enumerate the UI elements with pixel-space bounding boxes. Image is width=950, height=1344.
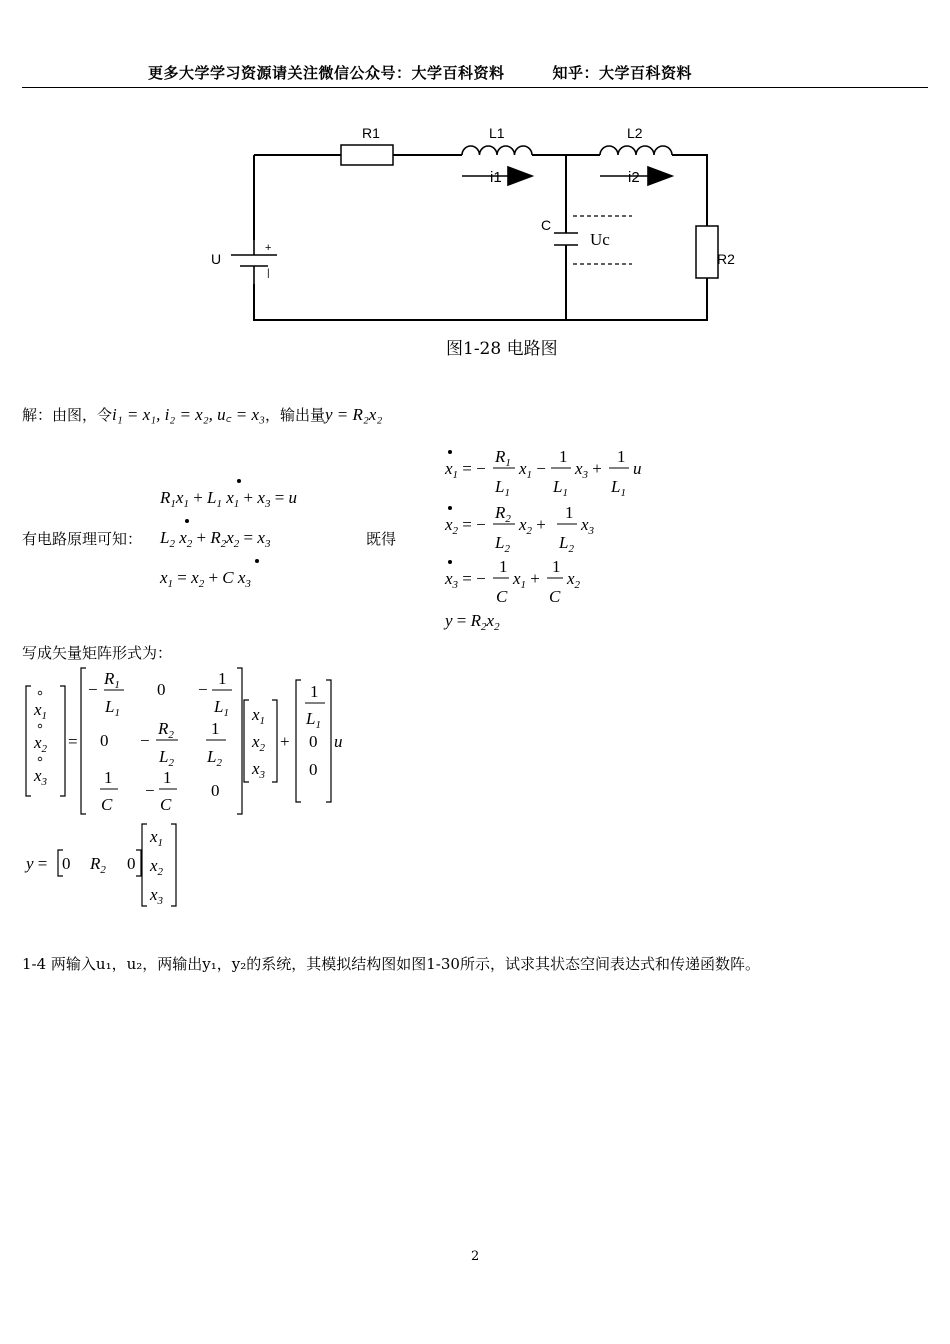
inductor-l1 [462, 146, 532, 155]
svg-text:x2: $x_2$ [567, 569, 581, 591]
svg-text:C: C [496, 587, 508, 606]
svg-text:R1: $R_1$ [495, 447, 511, 469]
svg-text:1: 1 [104, 768, 113, 787]
problem-statement: 1-4 两输入u₁，u₂，两输出y₁，y₂的系统，其模拟结构图如图1-30所示，试求其状态空间表达式和传递函数阵。 [22, 955, 760, 973]
svg-text:0: 0 [309, 760, 318, 779]
svg-text:R2: $R_2$ [495, 503, 511, 525]
svg-text:0: 0 [211, 781, 220, 800]
header-left-text: 更多大学学习资源请关注微信公众号：大学百科资料 [148, 64, 505, 82]
svg-text:x2 +: $x_2$ + [519, 515, 546, 537]
current-arrow-i1 [508, 167, 532, 185]
svg-text:0: 0 [157, 680, 166, 699]
svg-text:x1: $x_1$ [252, 705, 266, 727]
svg-text:0: 0 [100, 731, 109, 750]
svg-text:C: C [101, 795, 113, 814]
svg-text:u: u [334, 732, 343, 751]
current-arrow-i2 [648, 167, 672, 185]
svg-text:x1 +: $x_1$ + [513, 569, 540, 591]
output-label: ，输出量 [264, 406, 325, 424]
svg-text:x2: $x_2$ [34, 733, 48, 755]
label-c: C [541, 217, 552, 233]
svg-text:y =: y = [26, 854, 48, 873]
svg-text:R2: $R_2$ [90, 854, 106, 876]
intro-vars: i₁ = x₁, i₂ = x₂, u꜀ = x₃ [112, 405, 265, 424]
svg-text:x3: $x_3$ [252, 759, 266, 781]
resistor-r1 [341, 145, 393, 165]
svg-text:R1: $R_1$ [104, 669, 120, 691]
output-equation [20, 820, 190, 912]
inductor-l2 [600, 146, 672, 155]
svg-text:1: 1 [499, 557, 508, 576]
svg-text:y = R2x2: $y = R_2x_2$ [445, 611, 500, 633]
svg-text:L2: $L_2$ [559, 533, 574, 555]
svg-text:−: − [145, 781, 155, 800]
svg-text:x3: $x_3$ [34, 766, 48, 788]
svg-text:1: 1 [552, 557, 561, 576]
svg-text:x3 +: $x_3$ + [575, 459, 602, 481]
svg-text:L1: $L_1$ [306, 709, 321, 731]
output-eq: y = R₂x₂ [324, 405, 383, 424]
svg-text:x2: $x_2$ [150, 856, 164, 878]
svg-text:R2: $R_2$ [158, 719, 174, 741]
svg-text:L2 x2 + R2x2 = x3: $L_2$ $x_2 + R_2x_2 = x_3$ [160, 528, 271, 550]
label-r1: R1 [362, 125, 380, 141]
svg-text:L2: $L_2$ [207, 747, 222, 769]
label-u: U [211, 251, 222, 267]
svg-text:R1x1 + L1 x1 + x3 = u: $R_1x_1 + L_1$ $x_1 + x_3 = u$ [160, 488, 298, 510]
solution-intro [22, 402, 382, 425]
circuit-equations [150, 470, 330, 595]
svg-text:x1 −: $x_1$ − [519, 459, 546, 481]
svg-text:x1: $x_1$ [34, 700, 48, 722]
svg-text:C: C [160, 795, 172, 814]
figure-caption: 图1-28 电路图 [446, 339, 558, 359]
resistor-r2 [696, 226, 718, 278]
header-right-text: 知乎：大学百科资料 [552, 64, 693, 82]
label-l2: L2 [627, 125, 643, 141]
vector-form-label: 写成矢量矩阵形式为： [22, 644, 173, 662]
label-l1: L1 [489, 125, 505, 141]
svg-text:u: u [633, 459, 642, 478]
svg-text:x1 = x2 + C x3: $x_1 = x_2 + C$ $x_3$ [160, 568, 251, 590]
svg-text:x3: $x_3$ [581, 515, 595, 537]
svg-text:x3: $x_3$ [150, 885, 164, 907]
svg-text:=: = [68, 732, 78, 751]
svg-text:x2: $x_2$ [252, 732, 266, 754]
svg-text:x2 = −: $x_2$ = − [445, 515, 486, 537]
svg-text:L1: $L_1$ [105, 697, 120, 719]
svg-text:0: 0 [62, 854, 71, 873]
svg-text:−: − [198, 680, 208, 699]
svg-text:L2: $L_2$ [495, 533, 510, 555]
label-plus: + [265, 242, 272, 254]
matrix-equation [20, 664, 360, 824]
svg-text:C: C [549, 587, 561, 606]
svg-text:1: 1 [218, 669, 227, 688]
svg-text:L2: $L_2$ [159, 747, 174, 769]
page-number: 2 [471, 1249, 480, 1264]
label-uc: Uc [590, 230, 610, 249]
svg-text:x3 = −: $x_3$ = − [445, 569, 486, 591]
svg-text:−: − [140, 731, 150, 750]
state-equations [435, 440, 665, 635]
svg-text:L1: $L_1$ [214, 697, 229, 719]
label-r2: R2 [717, 251, 735, 267]
capacitor-c [554, 233, 578, 245]
svg-text:L1: $L_1$ [553, 477, 568, 499]
label-minus: | [267, 268, 270, 279]
principle-label: 有电路原理可知： [22, 530, 143, 548]
svg-text:0: 0 [127, 854, 136, 873]
label-i1: i1 [490, 169, 502, 186]
label-i2: i2 [628, 169, 640, 186]
svg-text:1: 1 [559, 447, 568, 466]
svg-text:−: − [88, 680, 98, 699]
svg-text:x1 = −: $x_1$ = − [445, 459, 486, 481]
svg-text:1: 1 [310, 682, 319, 701]
svg-text:x1: $x_1$ [150, 827, 164, 849]
svg-text:1: 1 [617, 447, 626, 466]
svg-text:L1: $L_1$ [611, 477, 626, 499]
svg-text:0: 0 [309, 732, 318, 751]
svg-text:1: 1 [565, 503, 574, 522]
then-label: 既得 [366, 530, 397, 548]
svg-text:+: + [280, 732, 290, 751]
circuit-diagram [0, 0, 950, 340]
svg-text:1: 1 [211, 719, 220, 738]
intro-label: 解：由图，令 [22, 406, 113, 424]
svg-text:1: 1 [163, 768, 172, 787]
svg-text:L1: $L_1$ [495, 477, 510, 499]
